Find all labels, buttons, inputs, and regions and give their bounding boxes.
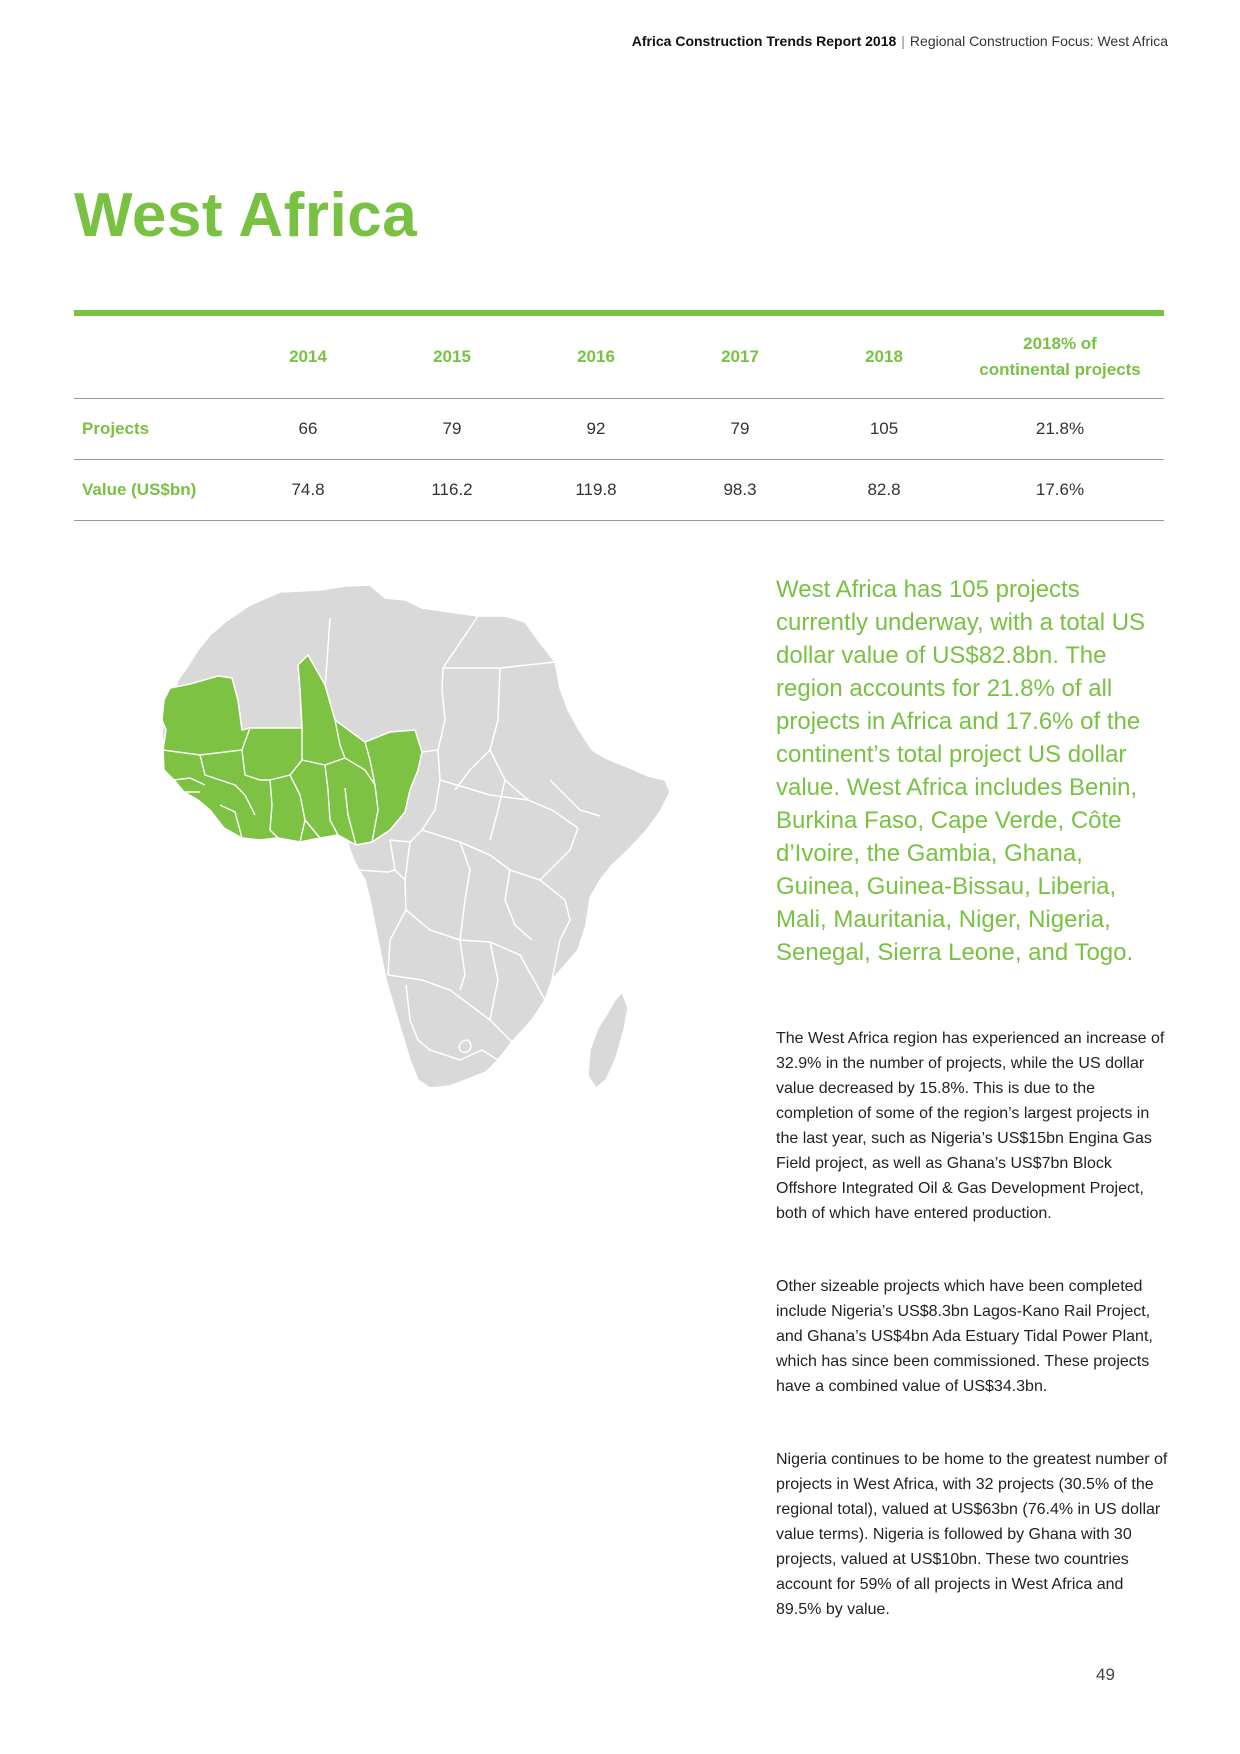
- table-cell: 92: [524, 399, 668, 460]
- table-cell: 119.8: [524, 460, 668, 521]
- table-cell: 79: [668, 399, 812, 460]
- body-paragraph-1: The West Africa region has experienced an increase of 32.9% in the number of projects, while the US dollar value decreased by 15.8%. This is due to the completion of some of the region’s largest projects in the last year, such as Nigeria’s US$15bn Engina Gas Field project, as well as Ghana’s US$7bn Block Offshore Integrated Oil & Gas Development Project, both of which have entered production.: [776, 1030, 1165, 1222]
- page-title: West Africa: [74, 181, 418, 250]
- lead-paragraph: West Africa has 105 projects currently underway, with a total US dollar value of US$82.8bn. The region accounts for 21.8% of all projects in Africa and 17.6% of the continent’s total project US dollar value. West Africa includes Benin, Burkina Faso, Cape Verde, Côte d’Ivoire, the Gambia, Ghana, Guinea, Guinea-Bissau, Liberia, Mali, Mauritania, Niger, Nigeria, Senegal, Sierra Leone, and Togo.: [776, 576, 1146, 966]
- column-header: 2017: [668, 313, 812, 399]
- header-separator: |: [901, 33, 905, 49]
- table-cell: 116.2: [380, 460, 524, 521]
- table-cell: 82.8: [812, 460, 956, 521]
- column-header: 2018: [812, 313, 956, 399]
- table-row: [74, 460, 1164, 521]
- report-title: Africa Construction Trends Report 2018: [631, 33, 897, 49]
- section-title: Regional Construction Focus: West Africa: [909, 33, 1168, 49]
- table-row: [74, 399, 1164, 460]
- africa-map: [160, 580, 700, 1220]
- body-paragraph-3: Nigeria continues to be home to the greatest number of projects in West Africa, with 32 projects (30.5% of the regional total), valued at US$63bn (76.4% in US dollar value terms). Nigeria is followed by Ghana with 30 projects, valued at US$10bn. These two countries account for 59% of all projects in West Africa and 89.5% by value.: [776, 1451, 1168, 1618]
- table-cell: 98.3: [668, 460, 812, 521]
- table-cell: 105: [812, 399, 956, 460]
- page-number: 49: [1096, 1665, 1115, 1684]
- body-paragraph-2: Other sizeable projects which have been completed include Nigeria’s US$8.3bn Lagos-Kano Rail Project, and Ghana’s US$4bn Ada Estuary Tidal Power Plant, which has since been commissioned. These projects have a combined value of US$34.3bn.: [776, 1278, 1153, 1395]
- column-header: 2015: [380, 313, 524, 399]
- table-cell: 21.8%: [956, 399, 1164, 460]
- africa-map-svg: [160, 580, 700, 1220]
- madagascar-shape: [588, 992, 628, 1088]
- column-header: [956, 313, 1164, 399]
- column-header-pct: 2018% of continental projects: [979, 334, 1141, 379]
- stats-table: [74, 310, 1164, 521]
- row-label-projects: Projects: [74, 399, 236, 460]
- running-header: [632, 33, 1168, 49]
- header-empty-cell: [74, 313, 236, 399]
- table-header-row: [74, 313, 1164, 399]
- column-header: 2014: [236, 313, 380, 399]
- table-cell: 66: [236, 399, 380, 460]
- row-label-value: Value (US$bn): [74, 460, 236, 521]
- table-cell: 79: [380, 399, 524, 460]
- table-cell: 74.8: [236, 460, 380, 521]
- table-cell: 17.6%: [956, 460, 1164, 521]
- column-header: 2016: [524, 313, 668, 399]
